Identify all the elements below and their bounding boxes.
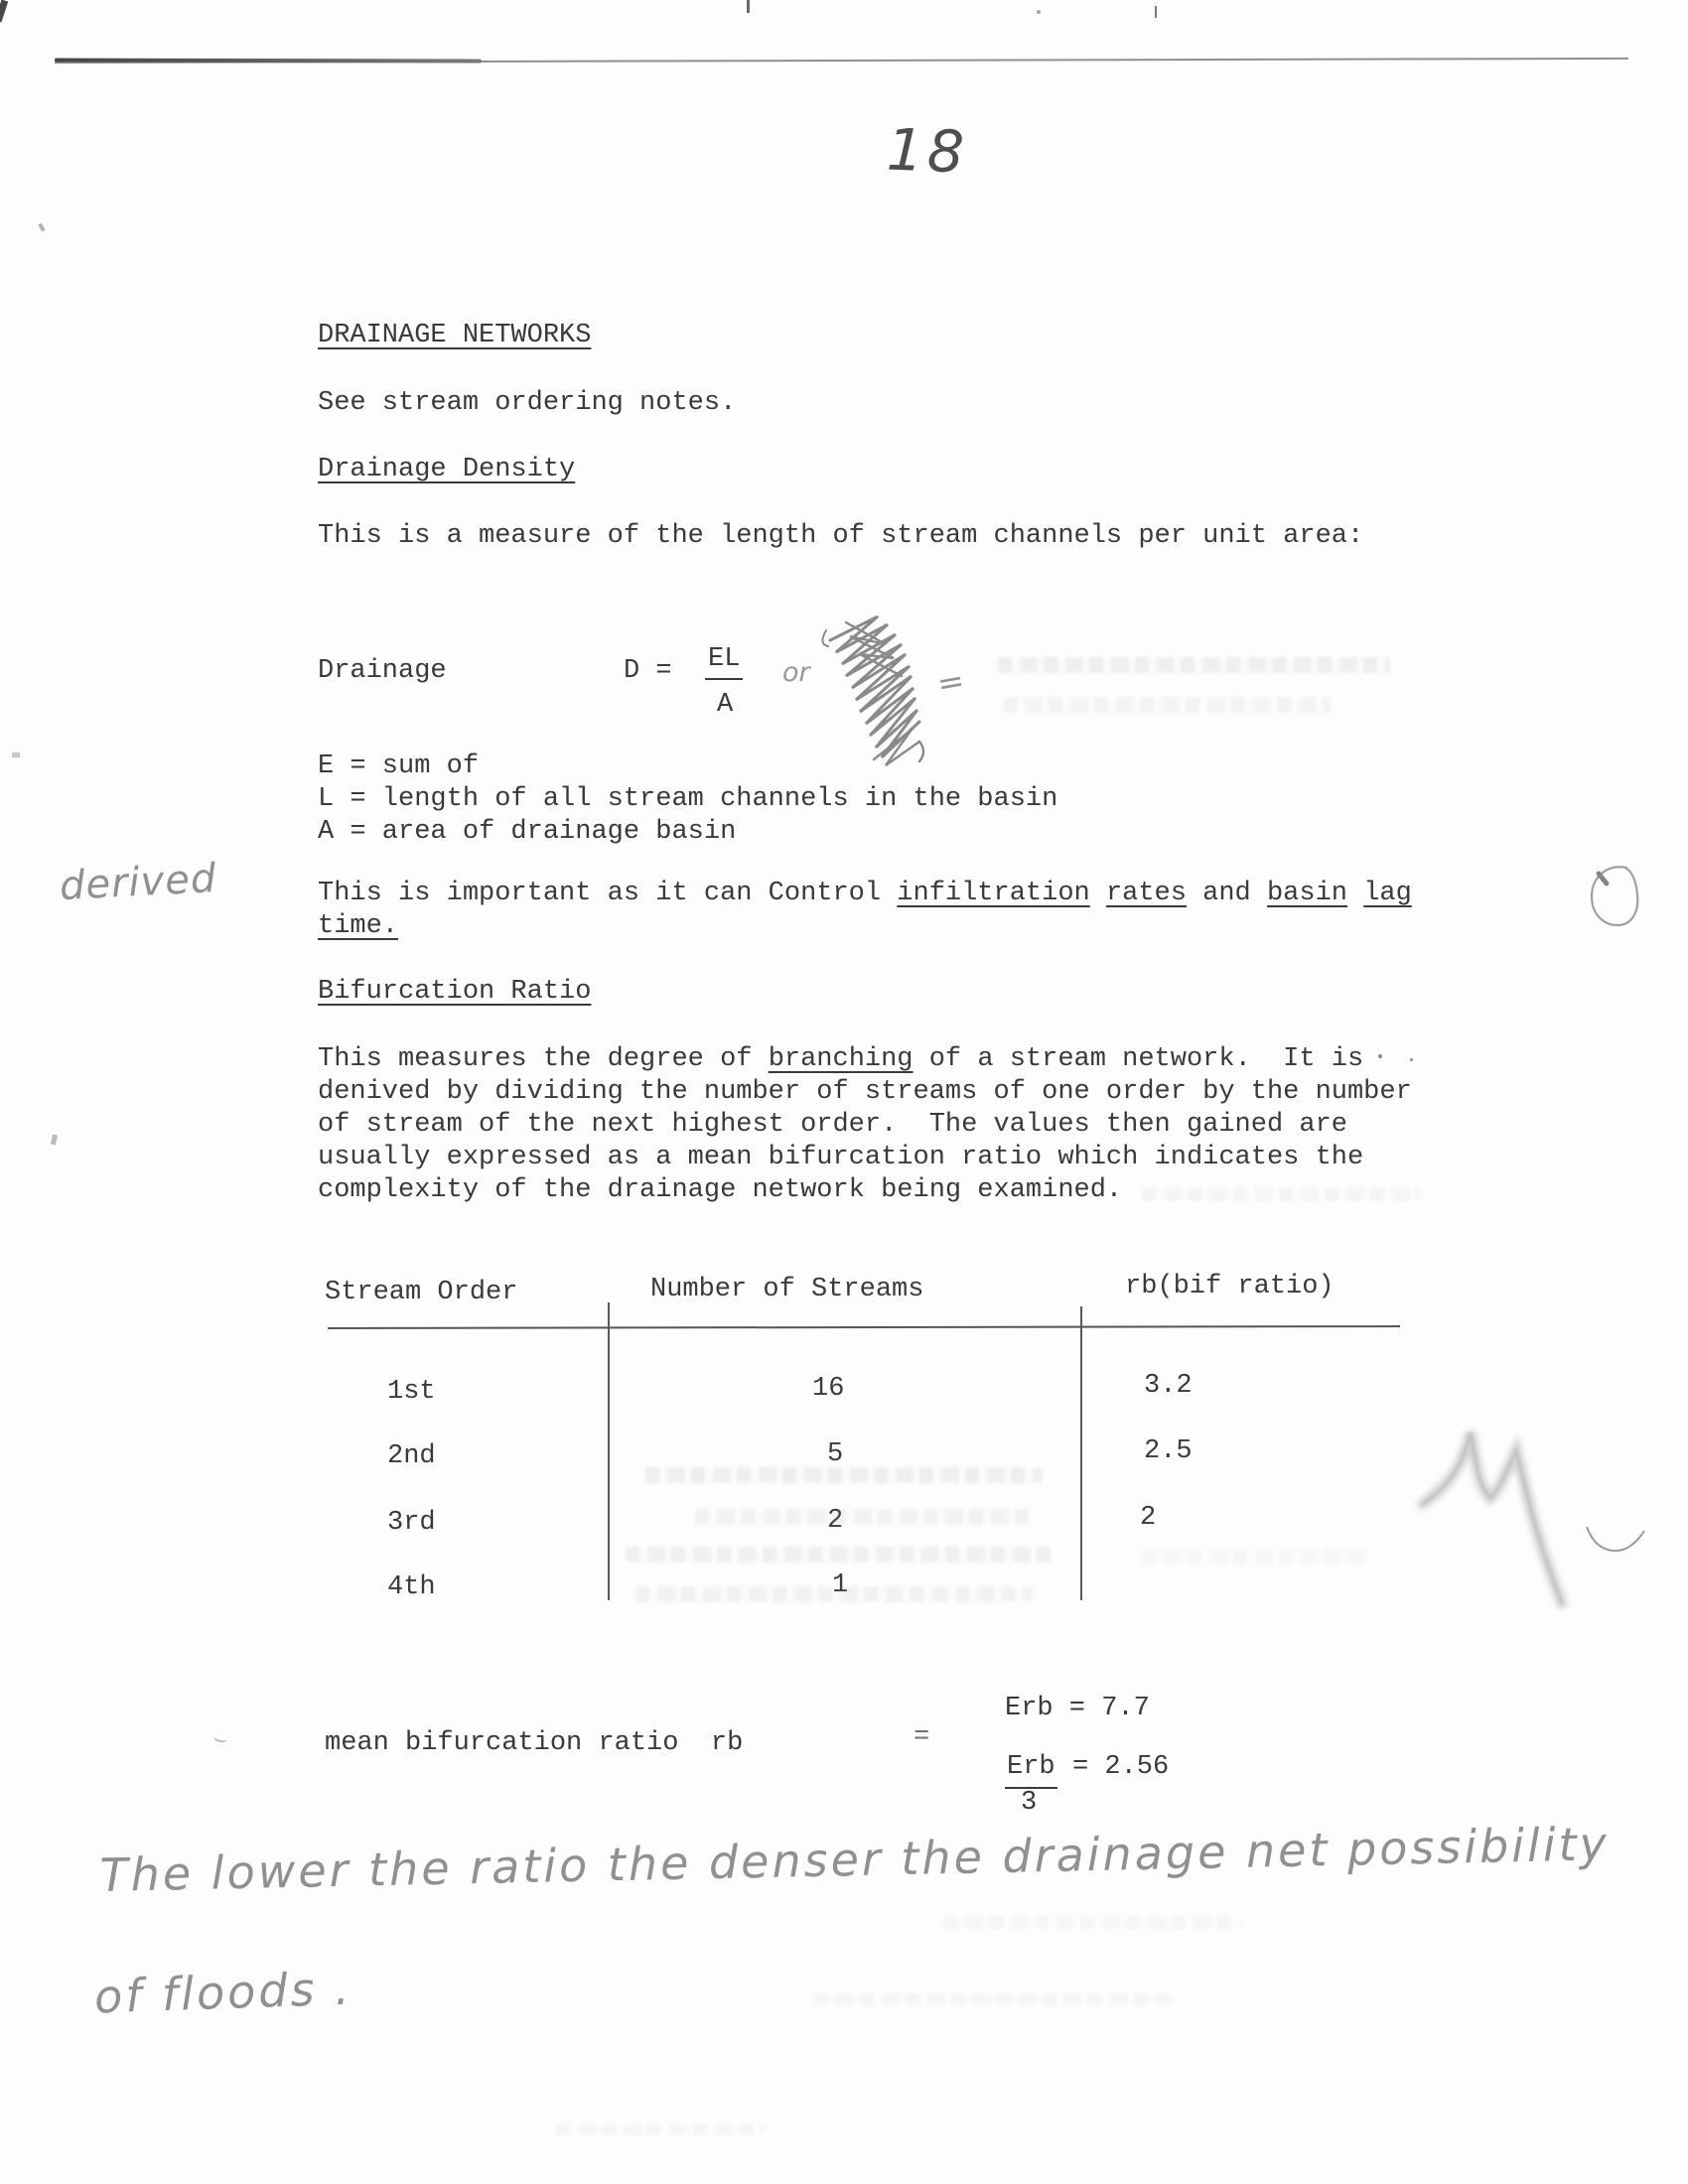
margin-speck — [38, 223, 45, 232]
table-row-rb: 3.2 — [1144, 1371, 1193, 1401]
edge-mark — [747, 0, 750, 13]
importance-line-1: This is important as it can Control infiltration rates and basin lag — [318, 879, 1412, 908]
bifurcation-para-line-4: usually expressed as a mean bifurcation ratio which indicates the — [318, 1143, 1364, 1172]
bleed-through-artifact — [1003, 697, 1331, 713]
sum-rb-line: Erb = 7.7 — [1005, 1694, 1150, 1723]
table-column-divider-2 — [1080, 1306, 1082, 1600]
table-header-stream-order: Stream Order — [325, 1278, 518, 1307]
mean-ratio-label: mean bifurcation ratio rb — [325, 1728, 744, 1758]
equals-note-handwriting: = — [933, 660, 967, 704]
pencil-scribble — [816, 611, 935, 774]
table-column-divider-1 — [608, 1302, 610, 1600]
table-row-order: 3rd — [387, 1508, 436, 1538]
margin-note-derived: derived — [58, 855, 218, 910]
bifurcation-heading: Bifurcation Ratio — [318, 977, 592, 1007]
stray-dot — [1410, 1058, 1413, 1061]
definition-E: E = sum of — [318, 751, 480, 781]
table-row-order: 1st — [387, 1377, 436, 1407]
bottom-note-line-1: The lower the ratio the denser the drainage net possibility — [99, 1817, 1611, 1902]
margin-speck — [12, 752, 20, 757]
bifurcation-para-line-2: denived by dividing the number of streams of one order by the number — [318, 1077, 1412, 1107]
importance-line-2: time. — [318, 911, 399, 941]
table-header-number-of-streams: Number of Streams — [650, 1275, 924, 1304]
pencil-smudge — [1415, 1405, 1584, 1613]
bleed-through-artifact — [635, 1586, 1033, 1602]
drainage-density-heading: Drainage Density — [318, 455, 576, 484]
table-row-order: 2nd — [387, 1441, 436, 1471]
table-row-order: 4th — [387, 1572, 436, 1602]
formula-lhs: D = — [624, 656, 672, 686]
mean-ratio-fraction-numerator: Erb — [1005, 1751, 1057, 1789]
table-row-rb: 2 — [1140, 1503, 1157, 1533]
bleed-through-artifact — [556, 2124, 765, 2135]
bleed-through-artifact — [645, 1467, 1043, 1483]
formula-denominator: A — [717, 690, 734, 720]
intro-line: See stream ordering notes. — [318, 388, 737, 418]
formula-numerator: EL — [705, 643, 743, 680]
page-number: 18 — [885, 115, 969, 187]
page-title: DRAINAGE NETWORKS — [318, 321, 592, 350]
circle-doodle — [1587, 862, 1644, 929]
edge-mark — [1155, 6, 1157, 18]
table-header-rb: rb(bif ratio) — [1125, 1272, 1335, 1301]
table-row-streams: 5 — [827, 1439, 844, 1469]
mean-ratio-fraction-result: = 2.56 — [1072, 1752, 1170, 1782]
bifurcation-para-line-5: complexity of the drainage network being examined. — [318, 1175, 1123, 1205]
bleed-through-artifact — [1142, 1187, 1420, 1201]
definition-A: A = area of drainage basin — [318, 817, 737, 847]
bottom-note-line-2: of floods . — [93, 1961, 353, 2024]
formula-label: Drainage — [318, 656, 447, 686]
bifurcation-para-line-3: of stream of the next highest order. The values then gained are — [318, 1110, 1347, 1140]
edge-mark — [1037, 10, 1041, 14]
bleed-through-artifact — [626, 1547, 1053, 1563]
table-row-streams: 1 — [832, 1570, 849, 1600]
pencil-tick — [212, 1732, 228, 1744]
corner-mark — [0, 0, 8, 23]
bleed-through-artifact — [695, 1509, 1033, 1525]
definition-L: L = length of all stream channels in the basin — [318, 784, 1058, 814]
curve-mark — [1585, 1521, 1648, 1557]
table-header-rule — [328, 1325, 1400, 1329]
mean-ratio-equals: = — [914, 1722, 930, 1752]
drainage-density-lead: This is a measure of the length of stream channels per unit area: — [318, 521, 1364, 551]
margin-speck — [51, 1135, 58, 1146]
bifurcation-para-line-1: This measures the degree of branching of a stream network. It is — [318, 1044, 1364, 1074]
table-row-streams: 16 — [812, 1374, 845, 1404]
table-row-rb: 2.5 — [1144, 1436, 1193, 1466]
or-note-handwriting: or — [782, 657, 810, 688]
bleed-through-artifact — [1142, 1549, 1370, 1565]
bleed-through-artifact — [998, 657, 1390, 673]
bleed-through-artifact — [814, 1993, 1172, 2005]
stray-dot — [1378, 1054, 1382, 1058]
mean-ratio-fraction-denominator: 3 — [1021, 1788, 1038, 1818]
table-row-streams: 2 — [827, 1506, 844, 1536]
bleed-through-artifact — [943, 1916, 1241, 1929]
